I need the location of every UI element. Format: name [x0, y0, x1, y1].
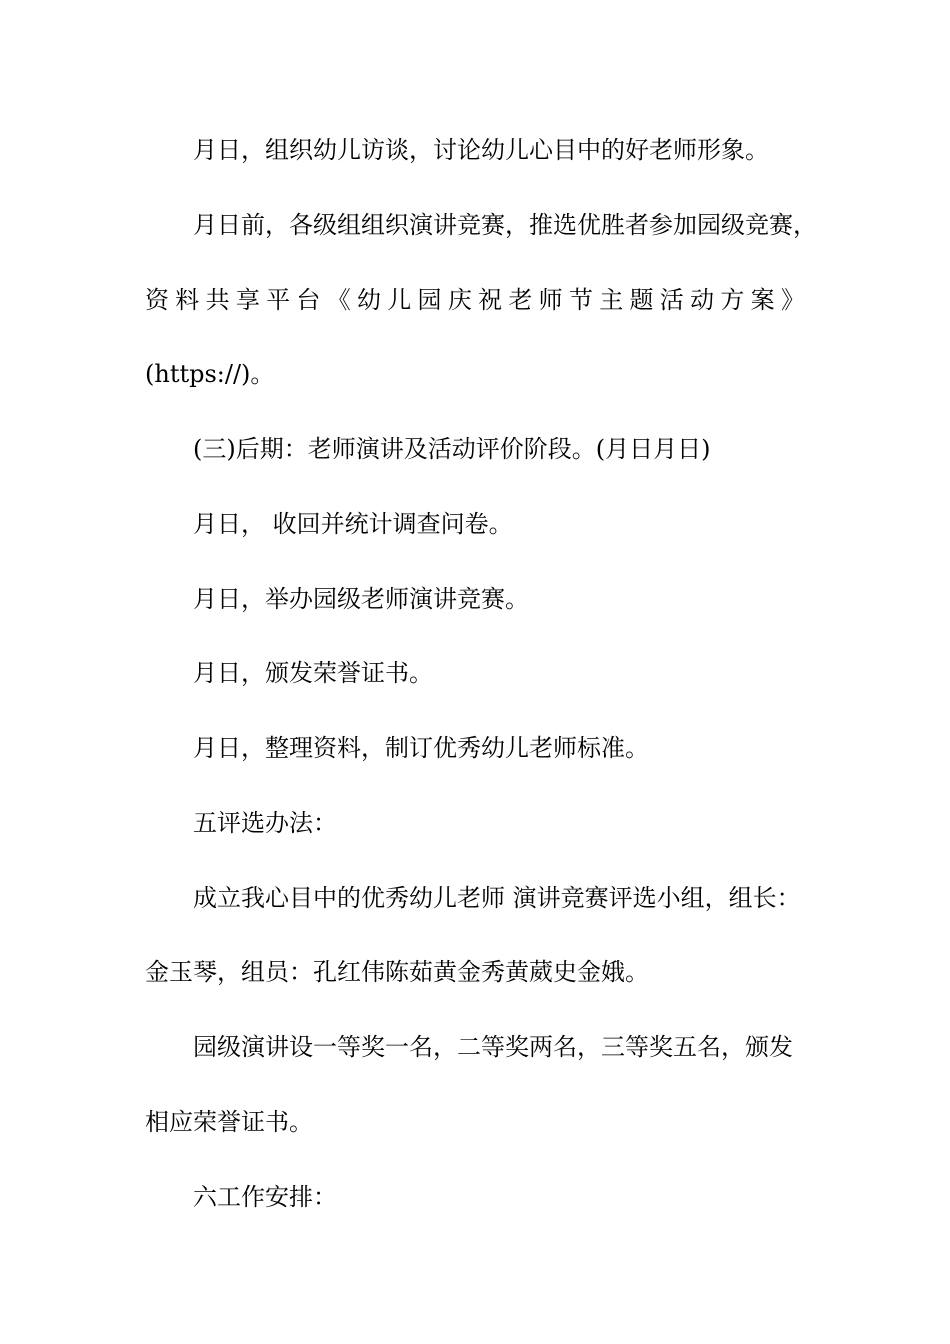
justified-char: 方	[720, 286, 745, 314]
justified-char: 节	[568, 286, 593, 314]
paragraph-line: (https://)。	[145, 360, 275, 388]
paragraph-line: 月日，颁发荣誉证书。	[193, 659, 433, 687]
justified-char: 》	[780, 286, 805, 314]
section-heading: (三)后期：老师演讲及活动评价阶段。(月日月日)	[193, 435, 711, 463]
paragraph-line: 月日，组织幼儿访谈，讨论幼儿心目中的好老师形象。	[193, 136, 769, 164]
justified-char: 祝	[478, 286, 503, 314]
justified-char: 师	[538, 286, 563, 314]
justified-char: 儿	[387, 286, 412, 314]
justified-char: 主	[599, 286, 624, 314]
justified-char: 老	[508, 286, 533, 314]
paragraph-line: 相应荣誉证书。	[145, 1108, 313, 1136]
justified-char: 平	[266, 286, 291, 314]
justified-char: 幼	[356, 286, 381, 314]
justified-char: 庆	[447, 286, 472, 314]
justified-char: 活	[659, 286, 684, 314]
paragraph-line: 月日，整理资料，制订优秀幼儿老师标准。	[193, 734, 649, 762]
justified-char: 动	[690, 286, 715, 314]
justified-char: 园	[417, 286, 442, 314]
justified-char: 案	[750, 286, 775, 314]
paragraph-line: 园级演讲设一等奖一名，二等奖两名，三等奖五名，颁发	[193, 1033, 793, 1061]
justified-char: 台	[296, 286, 321, 314]
justified-char: 享	[235, 286, 260, 314]
justified-line	[145, 285, 805, 315]
paragraph-line: 月日，举办园级老师演讲竞赛。	[193, 585, 529, 613]
paragraph-line: 成立我心目中的优秀幼儿老师 演讲竞赛评选小组，组长：	[193, 884, 801, 912]
paragraph-line: 金玉琴，组员：孔红伟陈茹黄金秀黄葳史金娥。	[145, 958, 649, 986]
section-heading: 六工作安排：	[193, 1183, 337, 1211]
paragraph-line: 月日， 收回并统计调查问卷。	[193, 510, 513, 538]
section-heading: 五评选办法：	[193, 809, 337, 837]
justified-char: 资	[145, 286, 169, 314]
justified-char: 《	[326, 286, 351, 314]
paragraph-line: 月日前，各级组组织演讲竞赛，推选优胜者参加园级竞赛，	[193, 211, 817, 239]
justified-char: 共	[205, 286, 230, 314]
justified-char: 题	[629, 286, 654, 314]
justified-char: 料	[175, 286, 200, 314]
